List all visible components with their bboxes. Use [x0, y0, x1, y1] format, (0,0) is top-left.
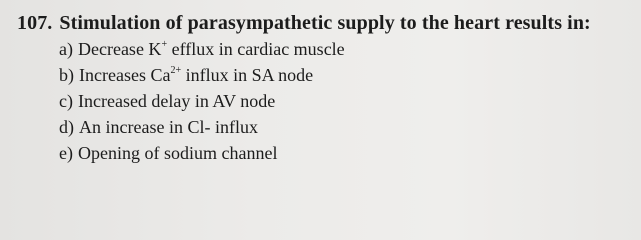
question-number: 107. — [17, 12, 53, 34]
option-letter: e) — [59, 143, 73, 163]
question-text: Stimulation of parasympathetic supply to the heart results in: — [59, 12, 591, 34]
option-b — [59, 62, 345, 88]
option-c — [59, 88, 345, 114]
answer-options — [59, 36, 345, 166]
option-a — [59, 36, 345, 62]
question-stem — [17, 12, 591, 35]
option-e — [59, 140, 345, 166]
option-letter: a) — [59, 39, 73, 59]
option-superscript: + — [161, 39, 168, 50]
option-text-tail: efflux in cardiac muscle — [167, 39, 345, 59]
option-text: Increased delay in AV node — [77, 91, 276, 111]
option-superscript: 2+ — [170, 65, 182, 76]
option-letter: c) — [59, 91, 73, 111]
option-text: Decrease K — [77, 39, 162, 59]
option-d — [59, 114, 345, 140]
option-text: Opening of sodium channel — [77, 143, 278, 163]
option-text: An increase in Cl- influx — [79, 117, 258, 137]
option-letter: d) — [59, 117, 74, 137]
option-letter: b) — [59, 65, 74, 85]
option-text-tail: influx in SA node — [181, 65, 314, 85]
option-text: Increases Ca — [79, 65, 171, 85]
